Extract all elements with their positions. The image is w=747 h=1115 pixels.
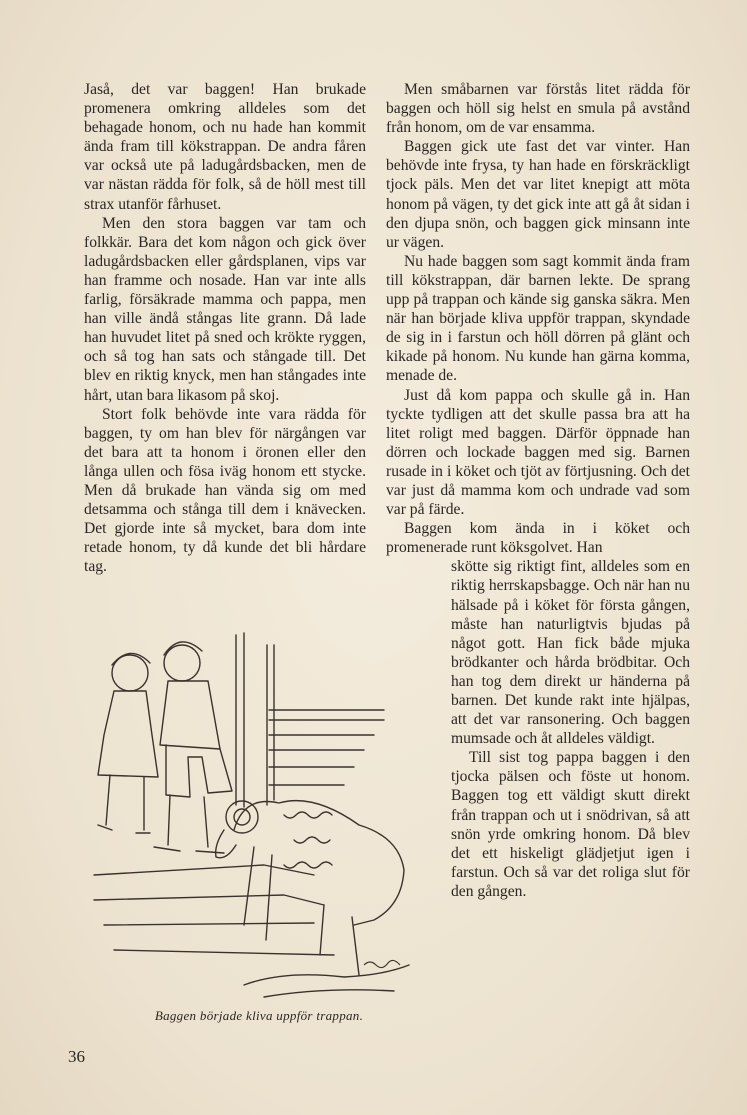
paragraph: Stort folk behövde inte vara rädda för baggen, ty om han blev för närgången var det bara att ta honom i öronen eller den långa ullen och fösa iväg honom ett stycke. Men då brukade han vända sig om med detsamma och stånga till dem i knävecken. Det gjorde inte så mycket, bara dom inte retade honom, ty då kunde det bli hårdare tag. xyxy=(84,405,366,576)
left-text-column xyxy=(84,80,366,576)
paragraph: Baggen kom ända in i köket och promenerade runt köksgolvet. Han xyxy=(386,520,690,557)
paragraph: skötte sig riktigt fint, alldeles som en riktig herrskapsbagge. Och när han nu hälsade på i köket för första gången, måste han naturligtvis bjudas på något gott. Han fick både mjuka brödkanter och hårda brödbitar. Och han tog dem direkt ur händerna på barnen. Det kunde rakt inte hjälpas, att det var ransonering. Och baggen mumsade och åt alldeles väldigt. xyxy=(451,558,690,748)
text-wrap-beside-illustration xyxy=(451,557,690,901)
illustration-children-and-ram xyxy=(84,625,414,1005)
paragraph: Men småbarnen var förstås litet rädda för baggen och höll sig helst en smula på avstånd från honom, om de var ensamma. xyxy=(386,81,690,137)
paragraph: Baggen gick ute fast det var vinter. Han behövde inte frysa, ty han hade en förskräckligt tjock päls. Men det var litet knepigt att möta honom på vägen, ty det gick inte att gå åt sidan i den djupa snön, och baggen gick minsann inte ur vägen. xyxy=(386,138,690,251)
paragraph: Nu hade baggen som sagt kommit ända fram till kökstrappan, där barnen lekte. De sprang upp på trappan och kände sig ganska säkra. Men när han började kliva uppför trappan, skyndade de sig in i farstun och höll dörren på glänt och kikade på honom. Nu kunde han gärna komma, menade de. xyxy=(386,252,690,385)
paragraph: Men den stora baggen var tam och folkkär. Bara det kom någon och gick över ladugårdsbacken eller gårdsplanen, vips var han framme och nosade. Han var inte alls farlig, försäkrade mamma och pappa, men han ville ändå stångas lite grann. Då lade han huvudet litet på sned och krökte ryggen, och så tog han sats och stångade till. Det blev en riktig knyck, men han stångades inte hårt, utan bara likasom på skoj. xyxy=(84,214,366,404)
page-number: 36 xyxy=(68,1047,85,1066)
illustrator-signature xyxy=(364,960,400,967)
right-text-column xyxy=(386,80,690,901)
paragraph: Till sist tog pappa baggen i den tjocka pälsen och föste ut honom. Baggen tog ett väldigt skutt direkt från trappan och ut i snödrivan, så att snön yrde omkring honom. Då blev det ett hiskeligt glädjetjut igen i farstun. Och så var det roliga slut för den gången. xyxy=(451,749,690,900)
illustration-caption: Baggen började kliva uppför trappan. xyxy=(154,1008,364,1023)
paragraph: Just då kom pappa och skulle gå in. Han tyckte tydligen att det skulle passa bra att ha litet roligt med baggen. Därför öppnade han dörren och lockade baggen med sig. Barnen rusade in i köket och tjöt av förtjusning. Och det var just då mamma kom och undrade vad som var på färde. xyxy=(386,386,690,519)
paragraph: Jaså, det var baggen! Han brukade promenera omkring alldeles som det behagade honom, och nu hade han kommit ända fram till kökstrappan. De andra fåren var också ute på ladugårdsbacken, men de var nästan rädda för folk, så de höll mest till strax utanför fårhuset. xyxy=(84,81,366,213)
